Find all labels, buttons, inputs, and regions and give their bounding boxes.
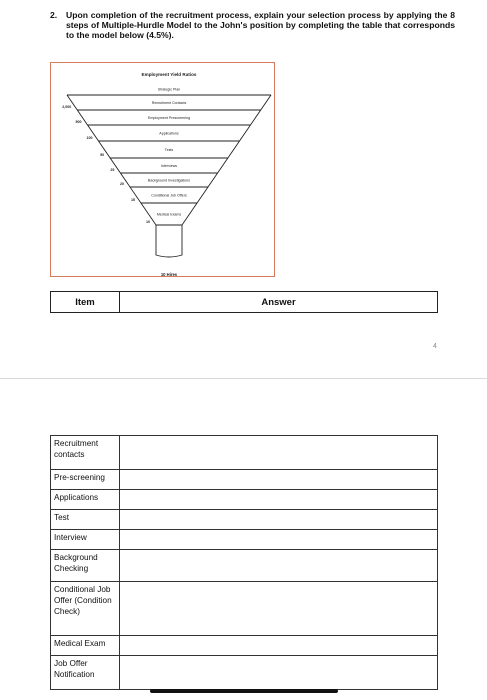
funnel-level-count: 50 <box>100 153 105 157</box>
funnel-title: Employment Yield Ratios <box>141 72 197 77</box>
answer-cell[interactable] <box>120 490 438 510</box>
funnel-level-label: Employment Prescreening <box>147 116 191 120</box>
question <box>50 10 455 40</box>
table-row <box>51 490 438 510</box>
item-column-header: Item <box>51 292 120 312</box>
funnel-level-count: 10 <box>146 220 150 224</box>
funnel-level-count: 2,000 <box>62 105 72 109</box>
table-row <box>51 656 438 690</box>
funnel-diagram <box>50 62 275 277</box>
answer-column-header: Answer <box>261 296 296 308</box>
item-cell: Medical Exam <box>51 636 120 656</box>
table-row <box>51 470 438 490</box>
table-row <box>51 636 438 656</box>
funnel-level-label: Applications <box>159 131 179 136</box>
page-number: 4 <box>433 343 437 350</box>
table-row <box>51 550 438 582</box>
question-number: 2. <box>50 10 58 20</box>
funnel-level-count: 25 <box>110 168 115 172</box>
answer-table <box>50 435 438 690</box>
page-divider <box>0 378 487 379</box>
item-cell: Interview <box>51 530 120 550</box>
item-cell: Background Checking <box>51 550 120 582</box>
question-text: Upon completion of the recruitment process, explain your selection process by applying the 8 steps of Multiple-Hurdle Model to the John's position by completing the table that corresponds to the model below (4.5%). <box>66 10 455 40</box>
funnel-layers <box>62 88 271 258</box>
answer-cell[interactable] <box>120 530 438 550</box>
item-cell: Conditional Job Offer (Condition Check) <box>51 582 120 636</box>
funnel-level-label: Conditional Job Offers <box>151 193 187 198</box>
item-cell: Job Offer Notification <box>51 656 120 690</box>
table-row <box>51 582 438 636</box>
funnel-level-label: Background Investigations <box>147 178 191 183</box>
answer-table-body <box>51 436 438 690</box>
item-cell: Pre-screening <box>51 470 120 490</box>
table-row <box>51 530 438 550</box>
funnel-level-label: Strategic Plan <box>157 87 181 92</box>
table-row <box>51 510 438 530</box>
funnel-level-label: Recruitment Contacts <box>151 101 187 105</box>
item-cell: Recruitment contacts <box>51 436 120 470</box>
answer-cell[interactable] <box>120 656 438 690</box>
item-cell: Applications <box>51 490 120 510</box>
answer-cell[interactable] <box>120 470 438 490</box>
answer-cell[interactable] <box>120 510 438 530</box>
answer-cell[interactable] <box>120 636 438 656</box>
funnel-level-count: 20 <box>119 182 124 186</box>
answer-cell[interactable] <box>120 582 438 636</box>
item-cell: Test <box>51 510 120 530</box>
funnel-stem-label: 10 Hires <box>160 272 178 277</box>
funnel-level-count: 15 <box>130 198 135 202</box>
funnel-svg <box>51 63 276 278</box>
answer-cell[interactable] <box>120 550 438 582</box>
funnel-level-label: Medical Exams <box>156 212 182 217</box>
answer-cell[interactable] <box>120 436 438 470</box>
funnel-level-label: Tests <box>164 148 174 152</box>
funnel-level-count: 500 <box>75 120 82 124</box>
funnel-level-label: Interviews <box>160 164 178 168</box>
item-answer-header <box>50 291 438 313</box>
home-indicator[interactable] <box>150 689 338 693</box>
funnel-level-count: 100 <box>86 136 93 140</box>
table-row <box>51 436 438 470</box>
